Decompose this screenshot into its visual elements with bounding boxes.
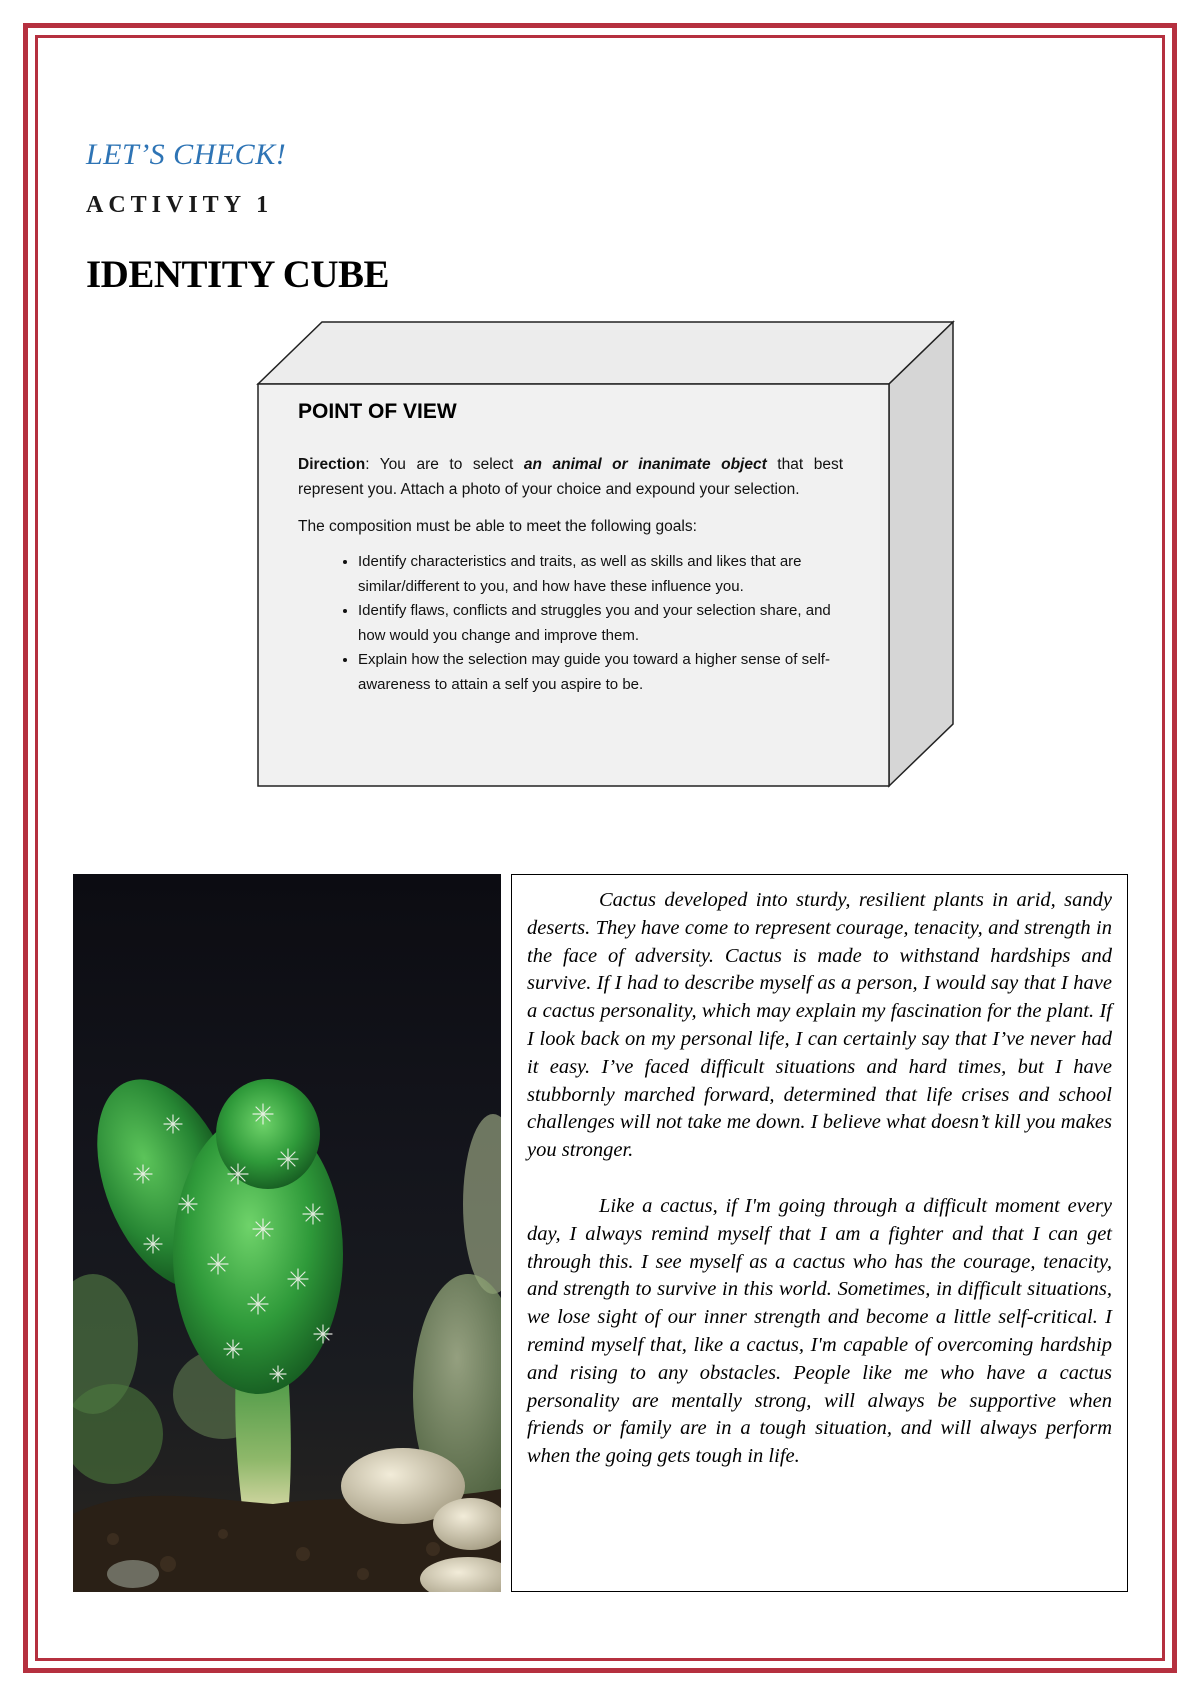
cube-title: POINT OF VIEW	[298, 400, 457, 423]
essay-paragraph: Like a cactus, if I'm going through a difficult moment every day, I always remind myself that I am a fighter and that I can get through this. I see myself as a cactus who has the courage, tenacity, and strength to survive in this world. Sometimes, in difficult situations, we lose sight of our inner strength and become a little self-critical. I remind myself that, like a cactus, I'm capable of overcoming hardship and rising to any obstacles. People like me who have a cactus personality are mentally strong, will always be supportive when friends or family are in a tough situation, and will always perform when the going gets tough in life.	[527, 1194, 1112, 1468]
cactus-illustration	[73, 874, 501, 1592]
direction-label: Direction	[298, 456, 366, 473]
activity-label: ACTIVITY 1	[86, 192, 274, 218]
goal-item: • Identify characteristics and traits, as well as skills and likes that are similar/different to you, and how have these influence you.	[358, 550, 858, 599]
goals-intro: The composition must be able to meet the following goals:	[298, 518, 697, 535]
goal-item: • Identify flaws, conflicts and struggles you and your selection share, and how would you change and improve them.	[358, 599, 858, 648]
cube-direction	[298, 452, 843, 502]
direction-pre: : You are to select	[365, 456, 524, 473]
lets-check-heading: LET’S CHECK!	[86, 138, 287, 171]
goal-item: • Explain how the selection may guide you toward a higher sense of self-awareness to attain a self you aspire to be.	[358, 648, 858, 697]
essay-paragraph: Cactus developed into sturdy, resilient plants in arid, sandy deserts. They have come to represent courage, tenacity, and strength in the face of adversity. Cactus is made to withstand hardships and survive. If I had to describe myself as a person, I would say that I have a cactus personality, which may explain my fascination for the plant. If I look back on my personal life, I can certainly say that I’ve never had it easy. I’ve faced difficult situations and hard times, but I have stubbornly marched forward, determined that life crises and school challenges will not take me down. I believe what doesn’t kill you makes you stronger.	[527, 889, 1112, 1162]
direction-emphasis: an animal or inanimate object	[523, 456, 767, 473]
cube-side-face	[889, 322, 953, 786]
direction-post: that best represent you. Attach a photo of your choice and expound your selection.	[298, 456, 843, 498]
goals-list	[262, 550, 858, 697]
page-title: IDENTITY CUBE	[86, 253, 390, 296]
cube-content	[262, 400, 862, 697]
essay-box	[511, 874, 1128, 1592]
cube-top-face	[258, 322, 953, 384]
cactus-photo	[73, 874, 501, 1592]
